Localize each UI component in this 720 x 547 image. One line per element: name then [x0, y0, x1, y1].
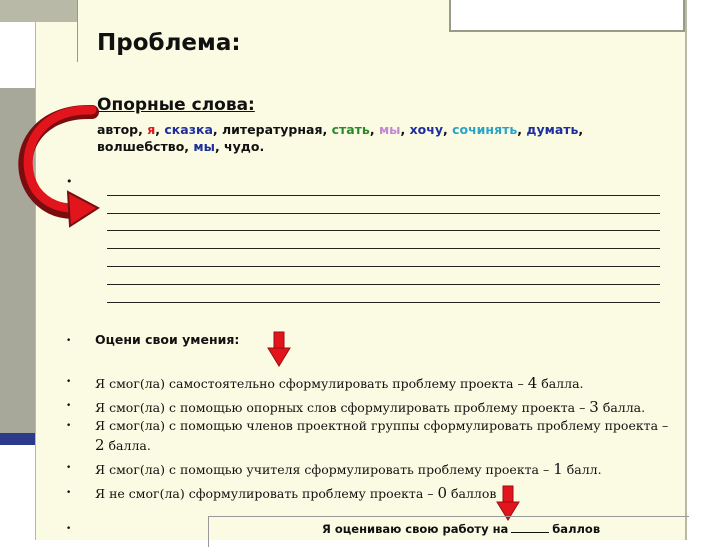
bullet: • [66, 463, 72, 473]
answer-line [107, 285, 660, 303]
bullet: • [66, 175, 73, 188]
keywords-list [97, 121, 657, 155]
bullet: • [66, 336, 72, 346]
down-arrow-icon [266, 330, 292, 368]
rate-heading: Оцени свои умения: [95, 332, 240, 347]
keyword: , [578, 122, 584, 137]
statement-score: 3 [589, 398, 599, 416]
statement-4 [95, 460, 602, 478]
keywords-heading: Опорные слова: [97, 95, 255, 115]
keyword: я [147, 122, 156, 137]
statement-text: Я смог(ла) с помощью опорных слов сформулировать проблему проекта – [95, 400, 590, 415]
decor-left-bar-navy [0, 433, 35, 445]
bullet: • [66, 377, 72, 387]
bullet: • [66, 524, 72, 534]
keyword: , [155, 122, 165, 137]
decor-top-left-line [77, 0, 78, 62]
statement-text: Я смог(ла) самостоятельно сформулировать проблему проекта – [95, 376, 528, 391]
keyword: автор [97, 122, 139, 137]
answer-line [107, 178, 660, 196]
keyword: , [442, 122, 453, 137]
statement-suffix: балла. [598, 400, 646, 415]
statement-suffix: балла. [537, 376, 584, 391]
self-assessment-prefix: Я оцениваю свою работу на [322, 522, 509, 536]
keyword: , [214, 139, 225, 154]
keyword: думать [526, 122, 579, 137]
keyword: хочу [409, 122, 443, 137]
statement-text: Я не смог(ла) сформулировать проблему проекта – [95, 486, 438, 501]
bullet: • [66, 488, 72, 498]
keyword: литературная [222, 122, 323, 137]
statement-3 [95, 418, 668, 433]
score-blank-field[interactable] [511, 532, 549, 533]
keyword: , [322, 122, 332, 137]
keyword: мы [193, 139, 215, 154]
answer-lines [107, 178, 660, 303]
statement-score: 2 [95, 436, 105, 454]
keyword: стать [331, 122, 370, 137]
keyword: . [259, 139, 265, 154]
statement-score: 1 [553, 460, 563, 478]
statement-score: 0 [437, 484, 448, 502]
decor-top-left-block [0, 0, 77, 22]
self-assessment [322, 522, 600, 536]
keyword: , [400, 122, 410, 137]
decor-right-vertical-line [685, 0, 687, 540]
keyword: , [369, 122, 379, 137]
curved-arrow-icon [12, 100, 102, 230]
keyword: сочинять [452, 122, 518, 137]
slide-title: Проблема: [97, 30, 241, 56]
answer-line [107, 214, 660, 232]
statement-suffix: балл. [562, 462, 602, 477]
keyword: мы [378, 122, 401, 137]
bullet: • [66, 421, 72, 431]
answer-line [107, 249, 660, 267]
keyword: волшебство [97, 139, 185, 154]
statement-5 [95, 484, 496, 502]
keyword: , [517, 122, 527, 137]
bullet: • [66, 401, 72, 411]
statement-3-continued [95, 436, 151, 454]
keyword: , [184, 139, 194, 154]
keyword: сказка [164, 122, 213, 137]
keyword: , [138, 122, 148, 137]
answer-line [107, 196, 660, 214]
statement-1 [95, 374, 584, 392]
answer-line [107, 231, 660, 249]
statement-text: Я смог(ла) с помощью членов проектной группы сформулировать проблему проекта – [95, 418, 669, 433]
statement-score: 4 [527, 374, 538, 392]
statement-suffix: балла. [104, 438, 151, 453]
statement-2 [95, 398, 645, 416]
self-assessment-suffix: баллов [552, 522, 601, 536]
decor-top-right-box [449, 0, 685, 32]
decor-left-vertical-line [35, 0, 36, 540]
answer-line [107, 267, 660, 285]
statement-suffix: баллов [447, 486, 497, 501]
keyword: , [212, 122, 223, 137]
keyword: чудо [224, 139, 260, 154]
statement-text: Я смог(ла) с помощью учителя сформулировать проблему проекта – [95, 462, 554, 477]
